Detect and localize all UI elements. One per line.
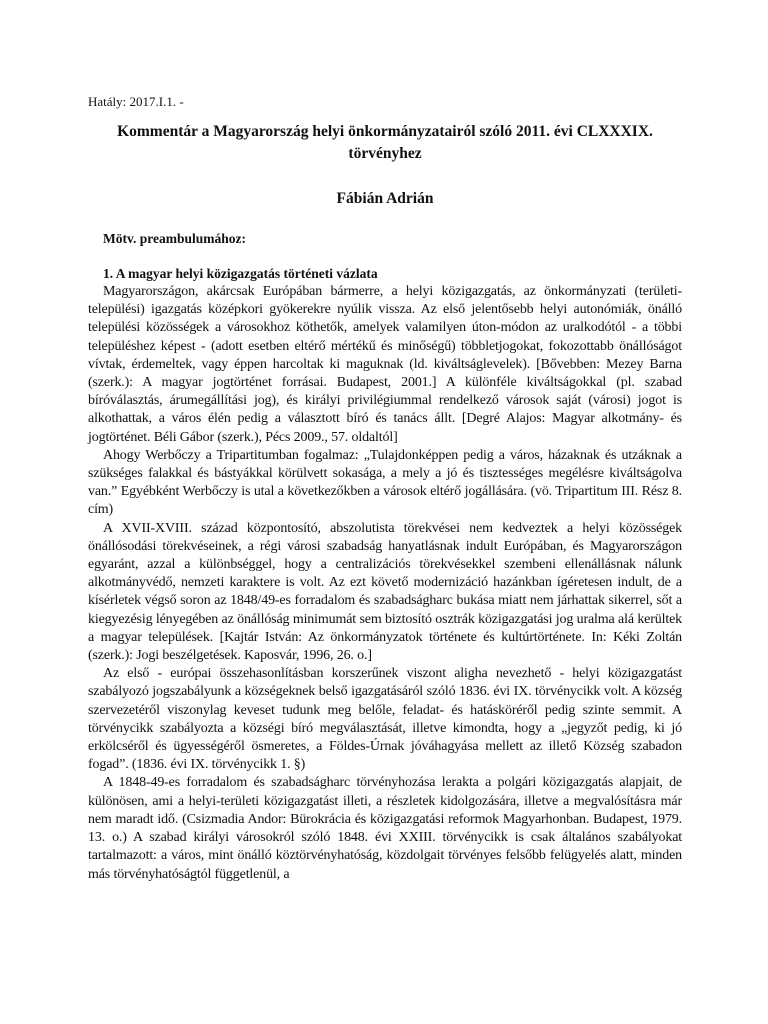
preamble-heading: Mötv. preambulumához:: [103, 231, 247, 246]
effective-date-line: Hatály: 2017.I.1. -: [88, 94, 184, 109]
author-name: Fábián Adrián: [336, 190, 434, 207]
body-paragraph: Magyarországon, akárcsak Európában bármerre, a helyi közigazgatás, az önkormányzati (területi-települési) igazgatás középkori gyökerekre nyúlik vissza. Az első jelentősebb helyi autonómiák, önálló települési közösségek a városokhoz köthetők, amelyek valamilyen úton-módon az uralkodótól - a többi településhez képest - (adott esetben eltérő mértékű és minőségű) többletjogokat, fokozottabb önállóságot vívtak, érdemeltek, vagy éppen harcoltak ki maguknak (ld. kiváltságlevelek). [Bővebben: Mezey Barna (szerk.): A magyar jogtörténet forrásai. Budapest, 2001.] A különféle kiváltságokkal (pl. szabad bíróválasztás, árumegállítási jog), és királyi privilégiummal rendelkező városok saját (városi) jogot is alkothattak, a város élén pedig a választott bíró és tanács állt. [Degré Alajos: Magyar alkotmány- és jogtörténet. Béli Gábor (szerk.), Pécs 2009., 57. oldaltól]: [88, 284, 682, 445]
document-page: [88, 93, 682, 884]
body-paragraph: Ahogy Werbőczy a Tripartitumban fogalmaz: „Tulajdonképpen pedig a város, házaknak és utzáknak a szükséges falakkal és bástyákkal körülvett sokasága, a mely a jó és tisztességes megélésre kiváltságolva van.” Egyébként Werbőczy is utal a következőkben a városok eltérő jogállására. (vö. Tripartitum III. Rész 8. cím): [88, 447, 682, 518]
body-paragraph: Az első - európai összehasonlításban korszerűnek viszont aligha nevezhető - helyi közigazgatást szabályozó jogszabályunk a községeknek belső igazgatásáról szóló 1836. évi IX. törvénycikk volt. A község szervezetéről viszonylag keveset tudunk meg belőle, feladat- és hatásköréről pedig szinte semmit. A törvénycikk szabályozta a községi bíró megválasztását, illetve kimondta, hogy a „jegyzőt pedig, ki jó erkölcséről és ügyességéről ösmeretes, a Földes-Úrnak jóváhagyása mellett az illető Község szabadon fogad”. (1836. évi IX. törvénycikk 1. §): [88, 666, 682, 773]
document-title: Kommentár a Magyarország helyi önkormányzatairól szóló 2011. évi CLXXXIX. törvényhez: [117, 123, 653, 162]
body-paragraph: A XVII-XVIII. század központosító, abszolutista törekvései nem kedveztek a helyi közösségek önállósodási törekvéseinek, a régi városi szabadság hanyatlásnak indult Európában, és Magyarországon egyaránt, azzal a különbséggel, hogy a centralizációs törekvésekkel szembeni ellenállásnak nálunk alkotmányvédő, nemzeti karaktere is volt. Az ezt követő modernizáció hazánkban ígéretesen indult, de a kísérletek végső soron az 1848/49-es forradalom és szabadságharc bukása miatt nem járhattak sikerrel, sőt a kiegyezésig lényegében az önállóság minimumát sem biztosító osztrák közigazgatási jog uralma alá kerültek a magyar települések. [Kajtár István: Az önkormányzatok története és kultúrtörténete. In: Kéki Zoltán (szerk.): Jogi beszélgetések. Kaposvár, 1996, 26. o.]: [88, 520, 682, 664]
section-heading: 1. A magyar helyi közigazgatás történeti vázlata: [103, 266, 378, 281]
body-text: [88, 283, 682, 884]
body-paragraph: A 1848-49-es forradalom és szabadságharc törvényhozása lerakta a polgári közigazgatás alapjait, de különösen, ami a helyi-területi közigazgatást illeti, a részletek kidolgozására, illetve a megvalósításra már nem maradt idő. (Csizmadia Andor: Bürokrácia és közigazgatási reformok Magyarhonban. Budapest, 1979. 13. o.) A szabad királyi városokról szóló 1848. évi XXIII. törvénycikk is csak általános szabályokat tartalmazott: a város, mint önálló köztörvényhatóság, közdolgait törvényes felsőbb felügyelés alatt, minden más törvényhatóságtól függetlenül, a: [88, 775, 682, 882]
